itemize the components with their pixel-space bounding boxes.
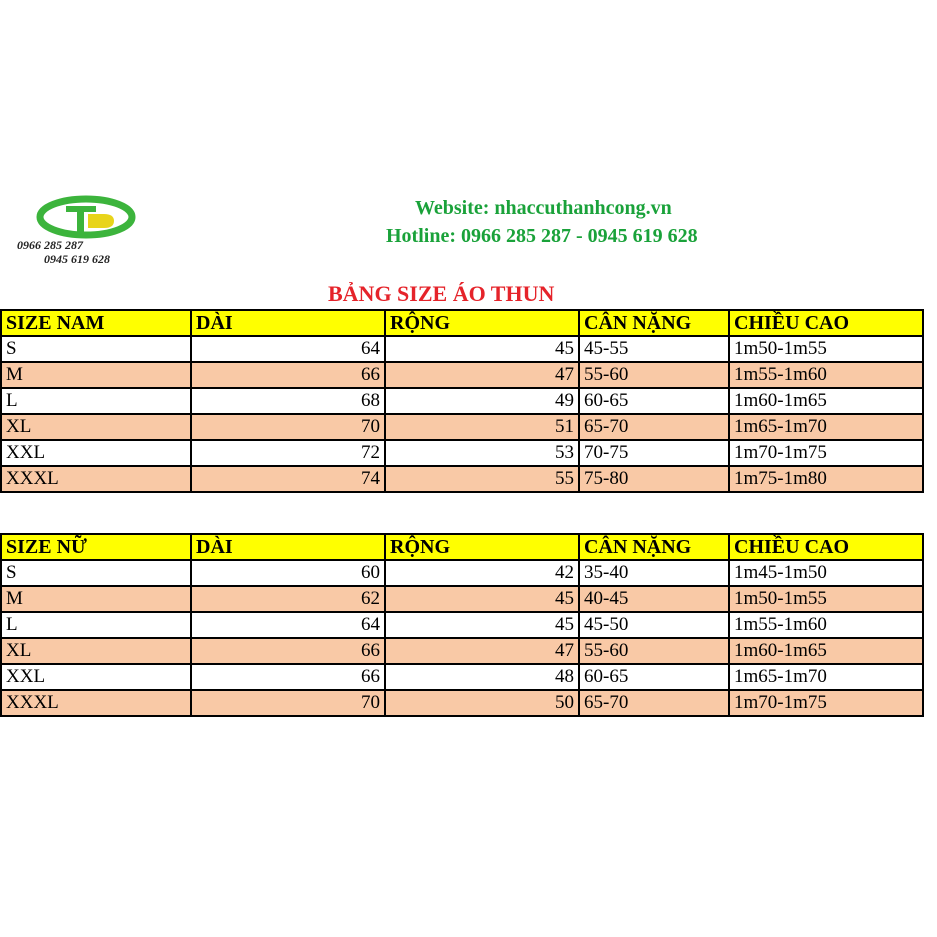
- width-cell: 48: [385, 664, 579, 690]
- height-cell: 1m60-1m65: [729, 638, 923, 664]
- logo-phone-1: 0966 285 287: [17, 238, 83, 252]
- width-cell: 47: [385, 362, 579, 388]
- size-cell: XXXL: [1, 466, 191, 492]
- table-row: [1, 440, 923, 466]
- size-cell: XL: [1, 414, 191, 440]
- table-row: [1, 586, 923, 612]
- page-title: BẢNG SIZE ÁO THUN: [328, 281, 555, 306]
- header-cell: SIZE NỮ: [1, 534, 191, 560]
- height-cell: 1m70-1m75: [729, 440, 923, 466]
- size-cell: XXXL: [1, 690, 191, 716]
- height-cell: 1m50-1m55: [729, 586, 923, 612]
- length-cell: 66: [191, 664, 385, 690]
- table-row: [1, 638, 923, 664]
- length-cell: 66: [191, 362, 385, 388]
- height-cell: 1m60-1m65: [729, 388, 923, 414]
- width-cell: 47: [385, 638, 579, 664]
- logo-phone-2: 0945 619 628: [44, 252, 110, 266]
- width-cell: 42: [385, 560, 579, 586]
- height-cell: 1m65-1m70: [729, 414, 923, 440]
- table-header-row: [1, 534, 923, 560]
- weight-cell: 60-65: [579, 388, 729, 414]
- table-row: [1, 388, 923, 414]
- table-row: [1, 466, 923, 492]
- header-cell: CHIỀU CAO: [729, 310, 923, 336]
- length-cell: 72: [191, 440, 385, 466]
- size-cell: L: [1, 388, 191, 414]
- size-cell: S: [1, 560, 191, 586]
- table-row: [1, 336, 923, 362]
- header-cell: RỘNG: [385, 310, 579, 336]
- width-cell: 49: [385, 388, 579, 414]
- weight-cell: 55-60: [579, 638, 729, 664]
- header-cell: CÂN NẶNG: [579, 534, 729, 560]
- length-cell: 66: [191, 638, 385, 664]
- weight-cell: 75-80: [579, 466, 729, 492]
- hotline-text: Hotline: 0966 285 287 - 0945 619 628: [386, 225, 698, 247]
- table-row: [1, 612, 923, 638]
- weight-cell: 45-55: [579, 336, 729, 362]
- weight-cell: 45-50: [579, 612, 729, 638]
- weight-cell: 55-60: [579, 362, 729, 388]
- height-cell: 1m45-1m50: [729, 560, 923, 586]
- height-cell: 1m50-1m55: [729, 336, 923, 362]
- weight-cell: 35-40: [579, 560, 729, 586]
- height-cell: 1m55-1m60: [729, 362, 923, 388]
- table-row: [1, 362, 923, 388]
- size-cell: XL: [1, 638, 191, 664]
- size-cell: XXL: [1, 664, 191, 690]
- width-cell: 45: [385, 336, 579, 362]
- table-row: [1, 690, 923, 716]
- size-cell: S: [1, 336, 191, 362]
- height-cell: 1m70-1m75: [729, 690, 923, 716]
- header-cell: SIZE NAM: [1, 310, 191, 336]
- women-size-table: [0, 533, 924, 717]
- size-cell: XXL: [1, 440, 191, 466]
- header-cell: CHIỀU CAO: [729, 534, 923, 560]
- website-text: Website: nhaccuthanhcong.vn: [415, 197, 672, 219]
- length-cell: 64: [191, 612, 385, 638]
- height-cell: 1m55-1m60: [729, 612, 923, 638]
- logo-emblem: [36, 192, 136, 242]
- length-cell: 64: [191, 336, 385, 362]
- length-cell: 62: [191, 586, 385, 612]
- header-cell: CÂN NẶNG: [579, 310, 729, 336]
- men-size-table: [0, 309, 924, 493]
- table-header-row: [1, 310, 923, 336]
- weight-cell: 60-65: [579, 664, 729, 690]
- width-cell: 51: [385, 414, 579, 440]
- header-cell: DÀI: [191, 310, 385, 336]
- width-cell: 45: [385, 586, 579, 612]
- width-cell: 53: [385, 440, 579, 466]
- width-cell: 50: [385, 690, 579, 716]
- table-row: [1, 560, 923, 586]
- width-cell: 55: [385, 466, 579, 492]
- height-cell: 1m65-1m70: [729, 664, 923, 690]
- weight-cell: 65-70: [579, 690, 729, 716]
- size-cell: M: [1, 586, 191, 612]
- brand-logo: [14, 192, 139, 272]
- length-cell: 70: [191, 690, 385, 716]
- header-cell: DÀI: [191, 534, 385, 560]
- size-cell: M: [1, 362, 191, 388]
- table-row: [1, 664, 923, 690]
- length-cell: 68: [191, 388, 385, 414]
- length-cell: 60: [191, 560, 385, 586]
- length-cell: 74: [191, 466, 385, 492]
- table-row: [1, 414, 923, 440]
- weight-cell: 65-70: [579, 414, 729, 440]
- height-cell: 1m75-1m80: [729, 466, 923, 492]
- header-cell: RỘNG: [385, 534, 579, 560]
- size-cell: L: [1, 612, 191, 638]
- width-cell: 45: [385, 612, 579, 638]
- length-cell: 70: [191, 414, 385, 440]
- weight-cell: 70-75: [579, 440, 729, 466]
- weight-cell: 40-45: [579, 586, 729, 612]
